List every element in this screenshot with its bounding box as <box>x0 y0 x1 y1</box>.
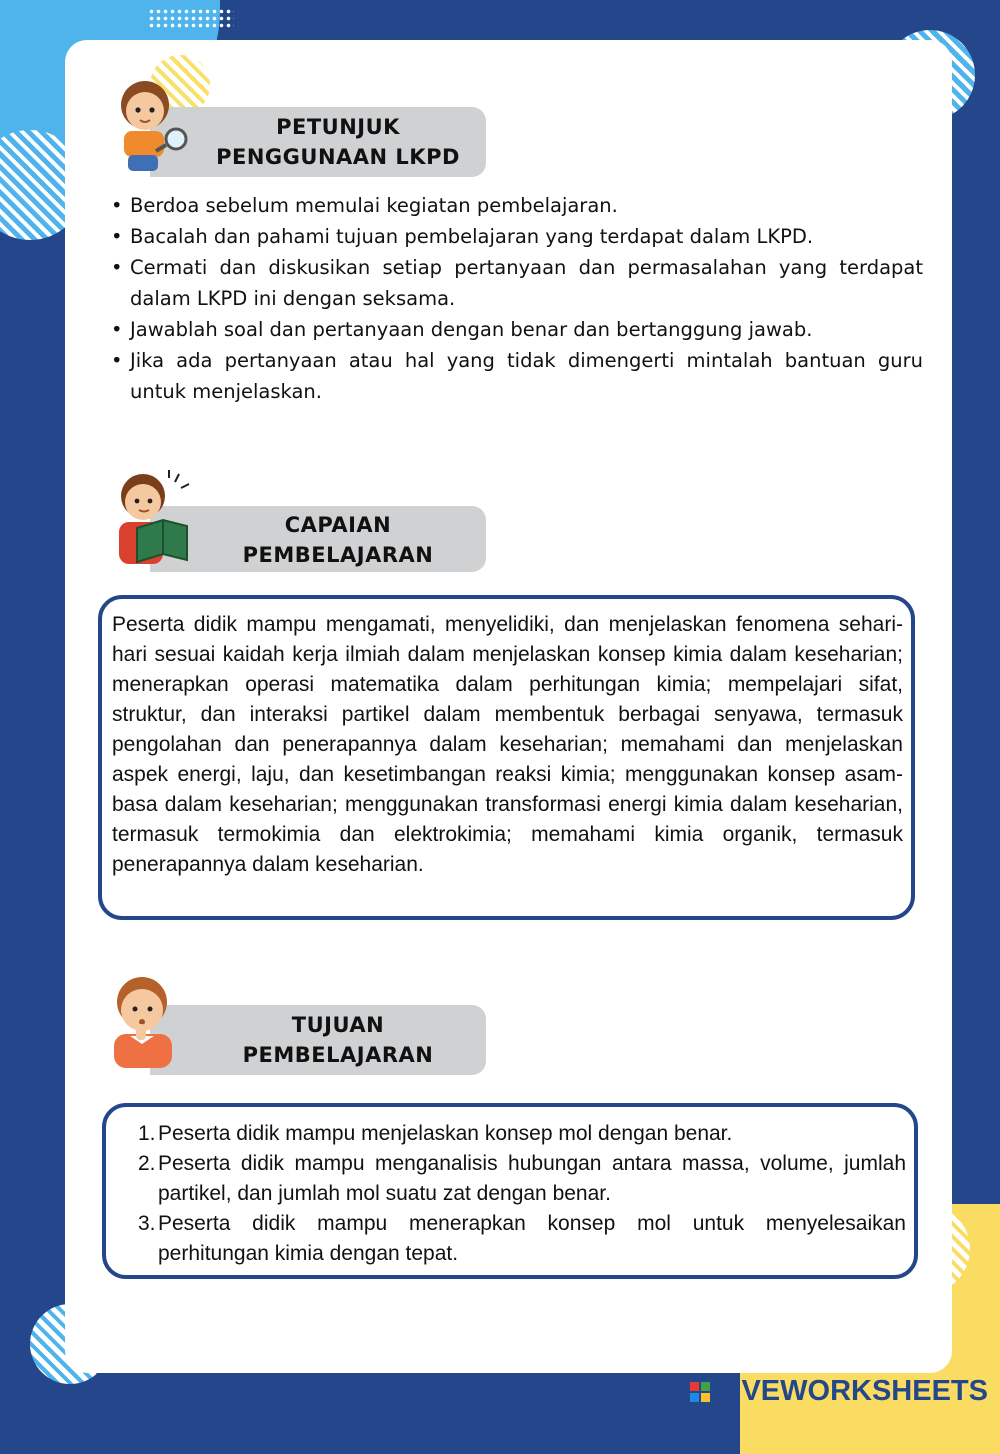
petunjuk-item: • Jika ada pertanyaan atau hal yang tidak dimengerti mintalah bantuan guru untuk menjelaskan. <box>108 345 923 407</box>
tujuan-title-line1: TUJUAN <box>291 1013 385 1037</box>
tujuan-header <box>150 1005 486 1075</box>
petunjuk-title-line2: PENGGUNAAN LKPD <box>216 145 460 169</box>
boy-magnifier-icon <box>100 75 190 175</box>
tujuan-list <box>116 1119 906 1269</box>
tujuan-item <box>116 1149 906 1209</box>
tujuan-item <box>116 1209 906 1269</box>
tujuan-item-number: 2. <box>138 1152 156 1175</box>
tujuan-item-number: 3. <box>138 1212 156 1235</box>
petunjuk-item: • Jawablah soal dan pertanyaan dengan benar dan bertanggung jawab. <box>108 314 923 345</box>
capaian-text: Peserta didik mampu mengamati, menyelidiki, dan menjelaskan fenomena sehari-hari sesuai kaidah kerja ilmiah dalam menjelaskan konsep kimia dalam keseharian; menerapkan operasi matematika dalam perhitungan kimia; mempelajari sifat, struktur, dan interaksi partikel dalam membentuk berbagai senyawa, termasuk pengolahan dan penerapannya dalam keseharian; memahami dan menjelaskan aspek energi, laju, dan kesetimbangan reaksi kimia; menggunakan konsep asam-basa dalam keseharian; menggunakan transformasi energi kimia dalam keseharian, termasuk termokimia dan elektrokimia; memahami kimia organik, termasuk penerapannya dalam keseharian. <box>112 613 903 876</box>
tujuan-box <box>102 1103 918 1279</box>
petunjuk-item: • Berdoa sebelum memulai kegiatan pembelajaran. <box>108 190 923 221</box>
petunjuk-item: • Cermati dan diskusikan setiap pertanyaan dan permasalahan yang terdapat dalam LKPD ini dengan seksama. <box>108 252 923 314</box>
decor-dots <box>148 8 234 30</box>
petunjuk-title-line1: PETUNJUK <box>276 115 400 139</box>
capaian-box <box>98 595 915 920</box>
tujuan-item-text: Peserta didik mampu menerapkan konsep mol untuk menyelesaikan perhitungan kimia dengan tepat. <box>158 1212 906 1265</box>
liveworksheets-watermark[interactable] <box>690 1375 988 1408</box>
tujuan-item <box>116 1119 906 1149</box>
capaian-header <box>150 506 486 572</box>
petunjuk-list <box>108 190 923 407</box>
tujuan-item-text: Peserta didik mampu menganalisis hubungan antara massa, volume, jumlah partikel, dan jumlah mol suatu zat dengan benar. <box>158 1152 906 1205</box>
watermark-text: LIVEWORKSHEETS <box>715 1375 988 1407</box>
boy-thinking-icon <box>100 970 190 1070</box>
tujuan-item-text: Peserta didik mampu menjelaskan konsep mol dengan benar. <box>158 1122 733 1145</box>
capaian-title-line2: PEMBELAJARAN <box>242 543 434 567</box>
boy-reading-book-icon <box>103 468 193 568</box>
petunjuk-item: • Bacalah dan pahami tujuan pembelajaran yang terdapat dalam LKPD. <box>108 221 923 252</box>
tujuan-item-number: 1. <box>138 1122 156 1145</box>
tujuan-title-line2: PEMBELAJARAN <box>242 1043 434 1067</box>
capaian-title-line1: CAPAIAN <box>284 513 392 537</box>
petunjuk-header <box>150 107 486 177</box>
liveworksheets-logo-icon <box>690 1382 710 1402</box>
